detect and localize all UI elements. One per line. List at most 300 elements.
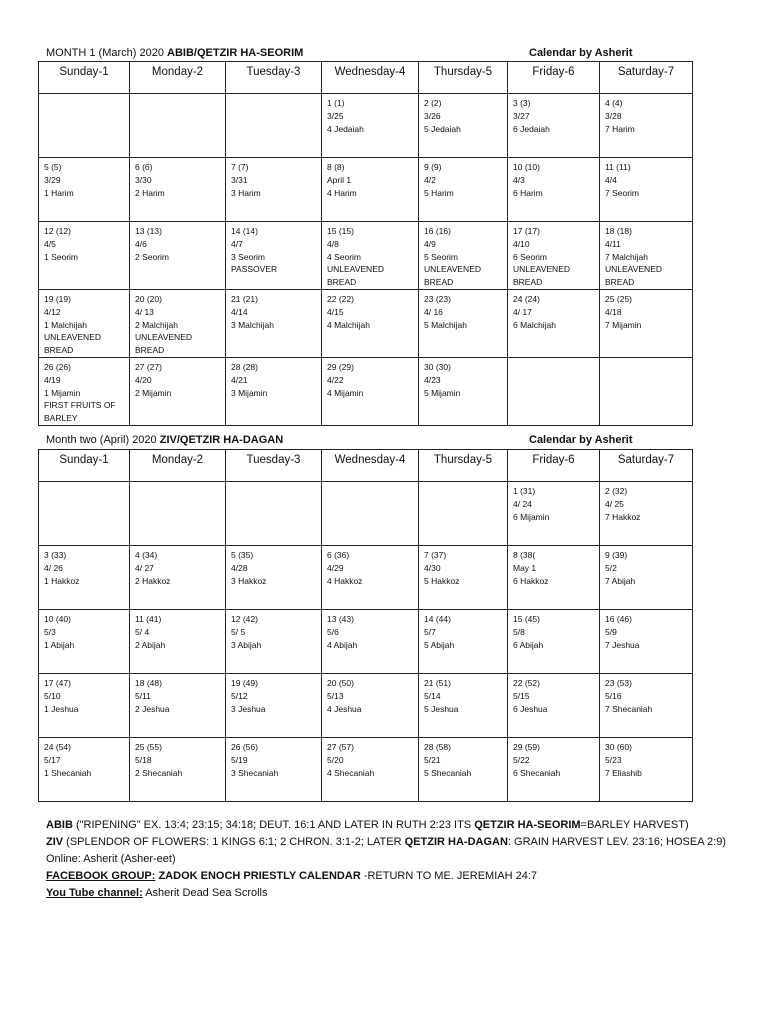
calendar-day-cell <box>226 94 322 158</box>
day-cell-line: 10 (10) <box>513 162 540 172</box>
weekday-header: Thursday-5 <box>419 450 508 482</box>
day-cell-line: 5 Seorim <box>424 251 459 262</box>
day-cell-line: 3 (3) <box>513 98 531 108</box>
day-cell-line: 4/ 24 <box>513 498 532 509</box>
calendar-day-cell <box>226 738 322 802</box>
weekday-header-row <box>39 62 693 94</box>
day-cell-line: 20 (20) <box>135 293 162 304</box>
day-cell-line: 1 Shecaniah <box>44 767 92 778</box>
day-cell-line: 3/28 <box>605 110 622 121</box>
day-cell-line: 11 (41) <box>135 614 162 624</box>
month2-calendar-table <box>38 449 693 802</box>
day-cell-line: 4 (4) <box>605 98 623 108</box>
day-cell-line: 29 (29) <box>327 361 354 372</box>
notes-section <box>46 817 746 902</box>
facebook-group-label[interactable]: FACEBOOK GROUP: <box>46 870 156 882</box>
calendar-day-cell <box>600 482 693 546</box>
calendar-day-cell <box>226 610 322 674</box>
day-cell-line: 4/20 <box>135 374 152 385</box>
day-cell-line: 7 (7) <box>231 162 249 172</box>
calendar-day-cell <box>508 610 600 674</box>
calendar-day-cell <box>39 158 130 222</box>
weekday-header: Monday-2 <box>130 450 226 482</box>
day-cell-line: 3 Seorim <box>231 251 266 262</box>
day-cell-line: 7 Abijah <box>605 575 636 586</box>
calendar-day-cell <box>508 289 600 357</box>
day-cell-line: 4/15 <box>327 306 344 317</box>
day-cell-line: 7 Eliashib <box>605 767 642 778</box>
calendar-day-cell <box>322 610 419 674</box>
calendar-day-cell <box>600 357 693 425</box>
day-cell-line: 2 Malchijah <box>135 319 178 330</box>
day-cell-line: 4/ 25 <box>605 498 624 509</box>
day-cell-line: 4/6 <box>135 238 147 249</box>
weekday-header: Wednesday-4 <box>322 450 419 482</box>
day-cell-line: 5/22 <box>513 754 530 765</box>
day-cell-line: 23 (53) <box>605 678 632 688</box>
day-cell-line: 5 Abijah <box>424 639 455 650</box>
day-cell-line: 6 (36) <box>327 550 350 560</box>
day-cell-line: 29 (59) <box>513 742 540 752</box>
day-cell-line: 3 Malchijah <box>231 319 274 330</box>
calendar-day-cell <box>508 738 600 802</box>
month1-title <box>46 47 303 59</box>
day-cell-line: 3 (33) <box>44 550 67 560</box>
calendar-day-cell <box>130 158 226 222</box>
day-cell-line: 5 Hakkoz <box>424 575 460 586</box>
day-cell-line: UNLEAVENED <box>605 264 662 275</box>
day-cell-line: 4/29 <box>327 562 344 573</box>
day-cell-line: 18 (48) <box>135 678 162 688</box>
weekday-header: Saturday-7 <box>600 450 693 482</box>
facebook-group-verse: -RETURN TO ME. JEREMIAH 24:7 <box>360 870 538 882</box>
day-cell-line: 4/ 26 <box>44 562 63 573</box>
day-cell-line: BREAD <box>44 345 74 356</box>
calendar-day-cell <box>130 546 226 610</box>
day-cell-line: 5/7 <box>424 626 436 637</box>
day-cell-line: 4/28 <box>231 562 248 573</box>
calendar-day-cell <box>130 482 226 546</box>
day-cell-line: 6 Shecaniah <box>513 767 561 778</box>
calendar-day-cell <box>419 94 508 158</box>
day-cell-line: 4/ 13 <box>135 306 154 317</box>
day-cell-line: 15 (45) <box>513 614 540 624</box>
day-cell-line: 4 Shecaniah <box>327 767 375 778</box>
calendar-day-cell <box>322 546 419 610</box>
day-cell-line: BREAD <box>135 345 165 356</box>
day-cell-line: 5/16 <box>605 690 622 701</box>
day-cell-line: 5/17 <box>44 754 61 765</box>
calendar-week-row <box>39 482 693 546</box>
note-abib-harvest: QETZIR HA-SEORIM <box>474 819 581 831</box>
day-cell-line: 6 Harim <box>513 187 543 198</box>
calendar-day-cell <box>508 222 600 290</box>
calendar-day-cell <box>226 674 322 738</box>
calendar-day-cell <box>39 482 130 546</box>
calendar-day-cell <box>39 222 130 290</box>
day-cell-line: 13 (43) <box>327 614 354 624</box>
day-cell-line: 16 (16) <box>424 226 451 236</box>
weekday-header: Monday-2 <box>130 62 226 94</box>
calendar-day-cell <box>130 357 226 425</box>
day-cell-line: 3 Abijah <box>231 639 262 650</box>
day-cell-line: 7 Seorim <box>605 187 640 198</box>
weekday-header: Friday-6 <box>508 450 600 482</box>
day-cell-line: 4 Abijah <box>327 639 358 650</box>
calendar-day-cell <box>508 674 600 738</box>
day-cell-line: 5/21 <box>424 754 441 765</box>
day-cell-line: 26 (56) <box>231 742 258 752</box>
day-cell-line: 7 Malchijah <box>605 251 648 262</box>
day-cell-line: 5 (35) <box>231 550 254 560</box>
note-abib-tail: =BARLEY HARVEST) <box>580 819 689 831</box>
note-ziv-tail: : GRAIN HARVEST LEV. 23:16; HOSEA 2:9) <box>507 836 726 848</box>
day-cell-line: 25 (55) <box>135 742 162 752</box>
month2-credit: Calendar by Asherit <box>529 434 633 446</box>
day-cell-line: 5/3 <box>44 626 56 637</box>
day-cell-line: 4/10 <box>513 238 530 249</box>
day-cell-line: 4 Jeshua <box>327 703 362 714</box>
day-cell-line: 3 Harim <box>231 187 261 198</box>
calendar-day-cell <box>130 94 226 158</box>
day-cell-line: 20 (50) <box>327 678 354 688</box>
day-cell-line: 5/ 5 <box>231 626 246 637</box>
day-cell-line: 7 Jeshua <box>605 639 640 650</box>
month1-title-prefix: MONTH 1 (March) 2020 <box>46 47 168 59</box>
calendar-day-cell <box>600 738 693 802</box>
day-cell-line: 6 (6) <box>135 162 153 172</box>
calendar-day-cell <box>322 94 419 158</box>
calendar-week-row <box>39 158 693 222</box>
weekday-header: Wednesday-4 <box>322 62 419 94</box>
day-cell-line: 1 Seorim <box>44 251 79 262</box>
day-cell-line: 4/19 <box>44 374 61 385</box>
day-cell-line: 4 Malchijah <box>327 319 370 330</box>
day-cell-line: 5/9 <box>605 626 617 637</box>
calendar-day-cell <box>130 738 226 802</box>
day-cell-line: 28 (28) <box>231 361 258 372</box>
calendar-week-row <box>39 222 693 290</box>
day-cell-line: 4/ 16 <box>424 306 443 317</box>
day-cell-line: 4/ 27 <box>135 562 154 573</box>
note-facebook <box>46 868 746 885</box>
weekday-header: Sunday-1 <box>39 450 130 482</box>
day-cell-line: May 1 <box>513 562 537 573</box>
day-cell-line: 4/8 <box>327 238 339 249</box>
day-cell-line: 4/30 <box>424 562 441 573</box>
day-cell-line: 4/12 <box>44 306 61 317</box>
day-cell-line: 19 (19) <box>44 293 71 304</box>
day-cell-line: 1 (31) <box>513 486 536 496</box>
day-cell-line: 4/5 <box>44 238 56 249</box>
day-cell-line: 22 (52) <box>513 678 540 688</box>
day-cell-line: 5/6 <box>327 626 339 637</box>
day-cell-line: 4/22 <box>327 374 344 385</box>
calendar-day-cell <box>322 158 419 222</box>
calendar-day-cell <box>419 482 508 546</box>
day-cell-line: 13 (13) <box>135 226 162 236</box>
day-cell-line: 21 (51) <box>424 678 451 688</box>
day-cell-line: 12 (12) <box>44 226 71 236</box>
month1-calendar-table <box>38 61 693 426</box>
day-cell-line: April 1 <box>327 174 352 185</box>
month2-title <box>46 434 283 446</box>
day-cell-line: 6 Jeshua <box>513 703 548 714</box>
calendar-day-cell <box>508 158 600 222</box>
note-abib-text: ("RIPENING" EX. 13:4; 23:15; 34:18; DEUT. 16:1 AND LATER IN RUTH 2:23 ITS <box>72 819 475 831</box>
day-cell-line: UNLEAVENED <box>44 332 101 343</box>
day-cell-line: 6 Seorim <box>513 251 548 262</box>
calendar-week-row <box>39 674 693 738</box>
day-cell-line: 8 (38( <box>513 550 536 560</box>
day-cell-line: 4/14 <box>231 306 248 317</box>
weekday-header: Tuesday-3 <box>226 450 322 482</box>
note-ziv-label: ZIV <box>46 836 64 848</box>
day-cell-line: BARLEY <box>44 413 78 424</box>
day-cell-line: 4/3 <box>513 174 525 185</box>
calendar-week-row <box>39 94 693 158</box>
calendar-day-cell <box>39 357 130 425</box>
day-cell-line: 4 Seorim <box>327 251 362 262</box>
note-ziv-text: (SPLENDOR OF FLOWERS: 1 KINGS 6:1; 2 CHRON. 3:1-2; LATER <box>63 836 405 848</box>
calendar-day-cell <box>322 357 419 425</box>
day-cell-line: 6 Jedaiah <box>513 123 550 134</box>
day-cell-line: 3 Mijamin <box>231 387 268 398</box>
youtube-channel-label[interactable]: You Tube channel: <box>46 887 143 899</box>
weekday-header: Friday-6 <box>508 62 600 94</box>
day-cell-line: 24 (24) <box>513 293 540 304</box>
day-cell-line: 4 Harim <box>327 187 357 198</box>
day-cell-line: 3 Jeshua <box>231 703 266 714</box>
calendar-day-cell <box>39 738 130 802</box>
day-cell-line: 5 Jeshua <box>424 703 459 714</box>
day-cell-line: 1 Malchijah <box>44 319 87 330</box>
day-cell-line: 9 (9) <box>424 162 442 172</box>
calendar-day-cell <box>419 289 508 357</box>
day-cell-line: 4 Mijamin <box>327 387 364 398</box>
day-cell-line: 5/11 <box>135 690 151 701</box>
day-cell-line: 2 Harim <box>135 187 165 198</box>
calendar-day-cell <box>39 289 130 357</box>
day-cell-line: 6 Mijamin <box>513 511 550 522</box>
calendar-day-cell <box>419 738 508 802</box>
day-cell-line: 10 (40) <box>44 614 71 624</box>
day-cell-line: UNLEAVENED <box>424 264 481 275</box>
day-cell-line: 3 Shecaniah <box>231 767 279 778</box>
day-cell-line: PASSOVER <box>231 264 278 275</box>
day-cell-line: FIRST FRUITS OF <box>44 400 116 411</box>
day-cell-line: 2 Mijamin <box>135 387 172 398</box>
day-cell-line: 4/18 <box>605 306 622 317</box>
day-cell-line: 5/13 <box>327 690 344 701</box>
calendar-day-cell <box>226 289 322 357</box>
calendar-day-cell <box>322 482 419 546</box>
day-cell-line: 5/19 <box>231 754 248 765</box>
day-cell-line: 6 Hakkoz <box>513 575 549 586</box>
day-cell-line: 4 (34) <box>135 550 158 560</box>
day-cell-line: 4/4 <box>605 174 617 185</box>
day-cell-line: 5/15 <box>513 690 530 701</box>
calendar-day-cell <box>226 482 322 546</box>
day-cell-line: 27 (27) <box>135 361 162 372</box>
month1-title-bold: ABIB/QETZIR HA-SEORIM <box>167 47 304 59</box>
day-cell-line: 5 Shecaniah <box>424 767 472 778</box>
day-cell-line: 27 (57) <box>327 742 354 752</box>
note-youtube <box>46 885 746 902</box>
day-cell-line: 4/21 <box>231 374 248 385</box>
calendar-day-cell <box>226 546 322 610</box>
calendar-day-cell <box>600 610 693 674</box>
note-abib <box>46 817 746 834</box>
day-cell-line: UNLEAVENED <box>327 264 384 275</box>
day-cell-line: 1 (1) <box>327 98 345 108</box>
day-cell-line: 3/31 <box>231 174 248 185</box>
calendar-day-cell <box>600 94 693 158</box>
calendar-day-cell <box>226 222 322 290</box>
day-cell-line: 30 (30) <box>424 361 451 372</box>
calendar-day-cell <box>419 674 508 738</box>
day-cell-line: 5/8 <box>513 626 525 637</box>
day-cell-line: 5 Jedaiah <box>424 123 461 134</box>
calendar-day-cell <box>226 158 322 222</box>
day-cell-line: 4/ 17 <box>513 306 532 317</box>
calendar-day-cell <box>322 222 419 290</box>
day-cell-line: 1 Harim <box>44 187 74 198</box>
calendar-day-cell <box>39 546 130 610</box>
day-cell-line: 7 Hakkoz <box>605 511 641 522</box>
note-ziv-harvest: QETZIR HA-DAGAN <box>404 836 508 848</box>
day-cell-line: 19 (49) <box>231 678 258 688</box>
calendar-day-cell <box>322 738 419 802</box>
day-cell-line: 2 Hakkoz <box>135 575 171 586</box>
calendar-day-cell <box>39 94 130 158</box>
day-cell-line: 4/23 <box>424 374 441 385</box>
day-cell-line: 4 Jedaiah <box>327 123 364 134</box>
calendar-week-row <box>39 546 693 610</box>
day-cell-line: 28 (58) <box>424 742 451 752</box>
day-cell-line: 2 (32) <box>605 486 628 496</box>
note-online: Online: Asherit (Asher-eet) <box>46 853 176 865</box>
day-cell-line: 5 Mijamin <box>424 387 461 398</box>
day-cell-line: 26 (26) <box>44 361 71 372</box>
month2-title-bold: ZIV/QETZIR HA-DAGAN <box>159 434 284 446</box>
day-cell-line: 4/9 <box>424 238 436 249</box>
facebook-group-name[interactable]: ZADOK ENOCH PRIESTLY CALENDAR <box>155 870 361 882</box>
day-cell-line: BREAD <box>424 277 454 288</box>
day-cell-line: UNLEAVENED <box>513 264 570 275</box>
day-cell-line: 8 (8) <box>327 162 345 172</box>
day-cell-line: 3/30 <box>135 174 152 185</box>
day-cell-line: 24 (54) <box>44 742 71 752</box>
day-cell-line: 1 Mijamin <box>44 387 81 398</box>
day-cell-line: 5 (5) <box>44 162 62 172</box>
calendar-day-cell <box>600 158 693 222</box>
day-cell-line: BREAD <box>327 277 357 288</box>
day-cell-line: 5/2 <box>605 562 617 573</box>
calendar-day-cell <box>419 158 508 222</box>
day-cell-line: BREAD <box>513 277 543 288</box>
calendar-day-cell <box>130 674 226 738</box>
day-cell-line: 22 (22) <box>327 293 354 304</box>
calendar-day-cell <box>130 289 226 357</box>
calendar-day-cell <box>39 674 130 738</box>
month2-title-prefix: Month two (April) 2020 <box>46 434 160 446</box>
day-cell-line: 6 Malchijah <box>513 319 556 330</box>
day-cell-line: 5/ 4 <box>135 626 150 637</box>
day-cell-line: 2 Seorim <box>135 251 170 262</box>
day-cell-line: BREAD <box>605 277 635 288</box>
calendar-day-cell <box>508 357 600 425</box>
day-cell-line: 2 (2) <box>424 98 442 108</box>
calendar-week-row <box>39 289 693 357</box>
calendar-day-cell <box>508 94 600 158</box>
calendar-day-cell <box>600 674 693 738</box>
day-cell-line: 5/20 <box>327 754 344 765</box>
calendar-week-row <box>39 357 693 425</box>
day-cell-line: 14 (14) <box>231 226 258 236</box>
day-cell-line: 17 (17) <box>513 226 540 236</box>
day-cell-line: 11 (11) <box>605 162 631 172</box>
day-cell-line: UNLEAVENED <box>135 332 192 343</box>
day-cell-line: 5/14 <box>424 690 441 701</box>
calendar-day-cell <box>322 674 419 738</box>
day-cell-line: 3/27 <box>513 110 530 121</box>
day-cell-line: 15 (15) <box>327 226 354 236</box>
day-cell-line: 2 Jeshua <box>135 703 170 714</box>
day-cell-line: 1 Hakkoz <box>44 575 80 586</box>
day-cell-line: 5/23 <box>605 754 622 765</box>
calendar-day-cell <box>419 222 508 290</box>
youtube-channel-name[interactable]: Asherit Dead Sea Scrolls <box>142 887 268 899</box>
day-cell-line: 18 (18) <box>605 226 632 236</box>
calendar-day-cell <box>419 357 508 425</box>
calendar-day-cell <box>419 546 508 610</box>
day-cell-line: 1 Abijah <box>44 639 75 650</box>
day-cell-line: 3/26 <box>424 110 441 121</box>
day-cell-line: 5/18 <box>135 754 152 765</box>
day-cell-line: 14 (44) <box>424 614 451 624</box>
calendar-day-cell <box>600 222 693 290</box>
day-cell-line: 4/7 <box>231 238 243 249</box>
day-cell-line: 7 Harim <box>605 123 635 134</box>
day-cell-line: 4/2 <box>424 174 436 185</box>
weekday-header: Tuesday-3 <box>226 62 322 94</box>
day-cell-line: 17 (47) <box>44 678 71 688</box>
day-cell-line: 3/29 <box>44 174 61 185</box>
calendar-day-cell <box>600 289 693 357</box>
note-abib-label: ABIB <box>46 819 73 831</box>
calendar-day-cell <box>508 546 600 610</box>
day-cell-line: 3 Hakkoz <box>231 575 267 586</box>
day-cell-line: 5 Malchijah <box>424 319 467 330</box>
day-cell-line: 4 Hakkoz <box>327 575 363 586</box>
calendar-day-cell <box>226 357 322 425</box>
weekday-header: Thursday-5 <box>419 62 508 94</box>
day-cell-line: 7 Mijamin <box>605 319 642 330</box>
day-cell-line: 2 Shecaniah <box>135 767 183 778</box>
day-cell-line: 1 Jeshua <box>44 703 79 714</box>
day-cell-line: 30 (60) <box>605 742 632 752</box>
day-cell-line: 9 (39) <box>605 550 628 560</box>
day-cell-line: 21 (21) <box>231 293 258 304</box>
day-cell-line: 23 (23) <box>424 293 451 304</box>
calendar-day-cell <box>600 546 693 610</box>
day-cell-line: 5/12 <box>231 690 248 701</box>
month1-credit: Calendar by Asherit <box>529 47 633 59</box>
day-cell-line: 5/10 <box>44 690 61 701</box>
calendar-day-cell <box>130 610 226 674</box>
day-cell-line: 7 (37) <box>424 550 447 560</box>
